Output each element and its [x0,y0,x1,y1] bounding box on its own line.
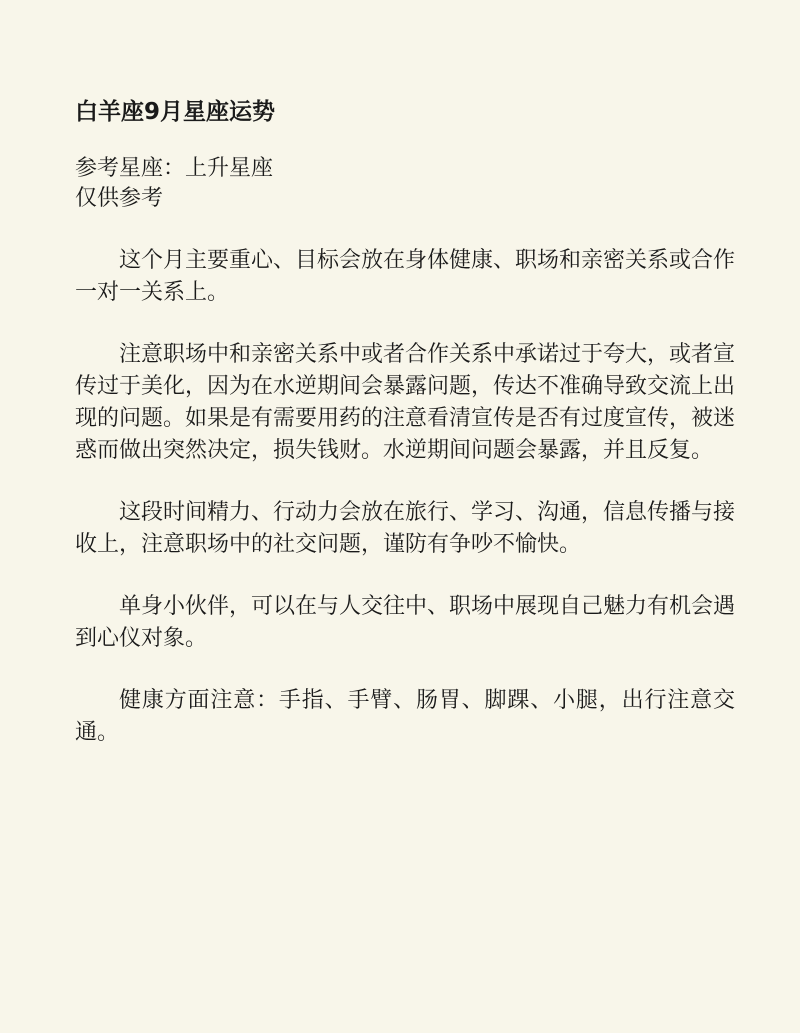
paragraph-energy-communication: 这段时间精力、行动力会放在旅行、学习、沟通，信息传播与接收上，注意职场中的社交问题，谨防有争吵不愉快。 [75,500,736,557]
disclaimer-line: 仅供参考 [75,186,164,211]
document-meta [75,154,735,214]
reference-sign-line: 参考星座：上升星座 [75,156,274,181]
paragraph-focus: 这个月主要重心、目标会放在身体健康、职场和亲密关系或合作一对一关系上。 [75,248,736,305]
paragraph-mercury-retrograde: 注意职场中和亲密关系中或者合作关系中承诺过于夸大，或者宣传过于美化，因为在水逆期间会暴露问题，传达不准确导致交流上出现的问题。如果是有需要用药的注意看清宣传是否有过度宣传，被迷惑而做出突然决定，损失钱财。水逆期间问题会暴露，并且反复。 [75,342,736,463]
paragraph-health: 健康方面注意：手指、手臂、肠胃、脚踝、小腿，出行注意交通。 [75,688,735,745]
paragraph-singles: 单身小伙伴，可以在与人交往中、职场中展现自己魅力有机会遇到心仪对象。 [75,594,736,651]
document-title: 白羊座9月星座运势 [75,99,276,125]
